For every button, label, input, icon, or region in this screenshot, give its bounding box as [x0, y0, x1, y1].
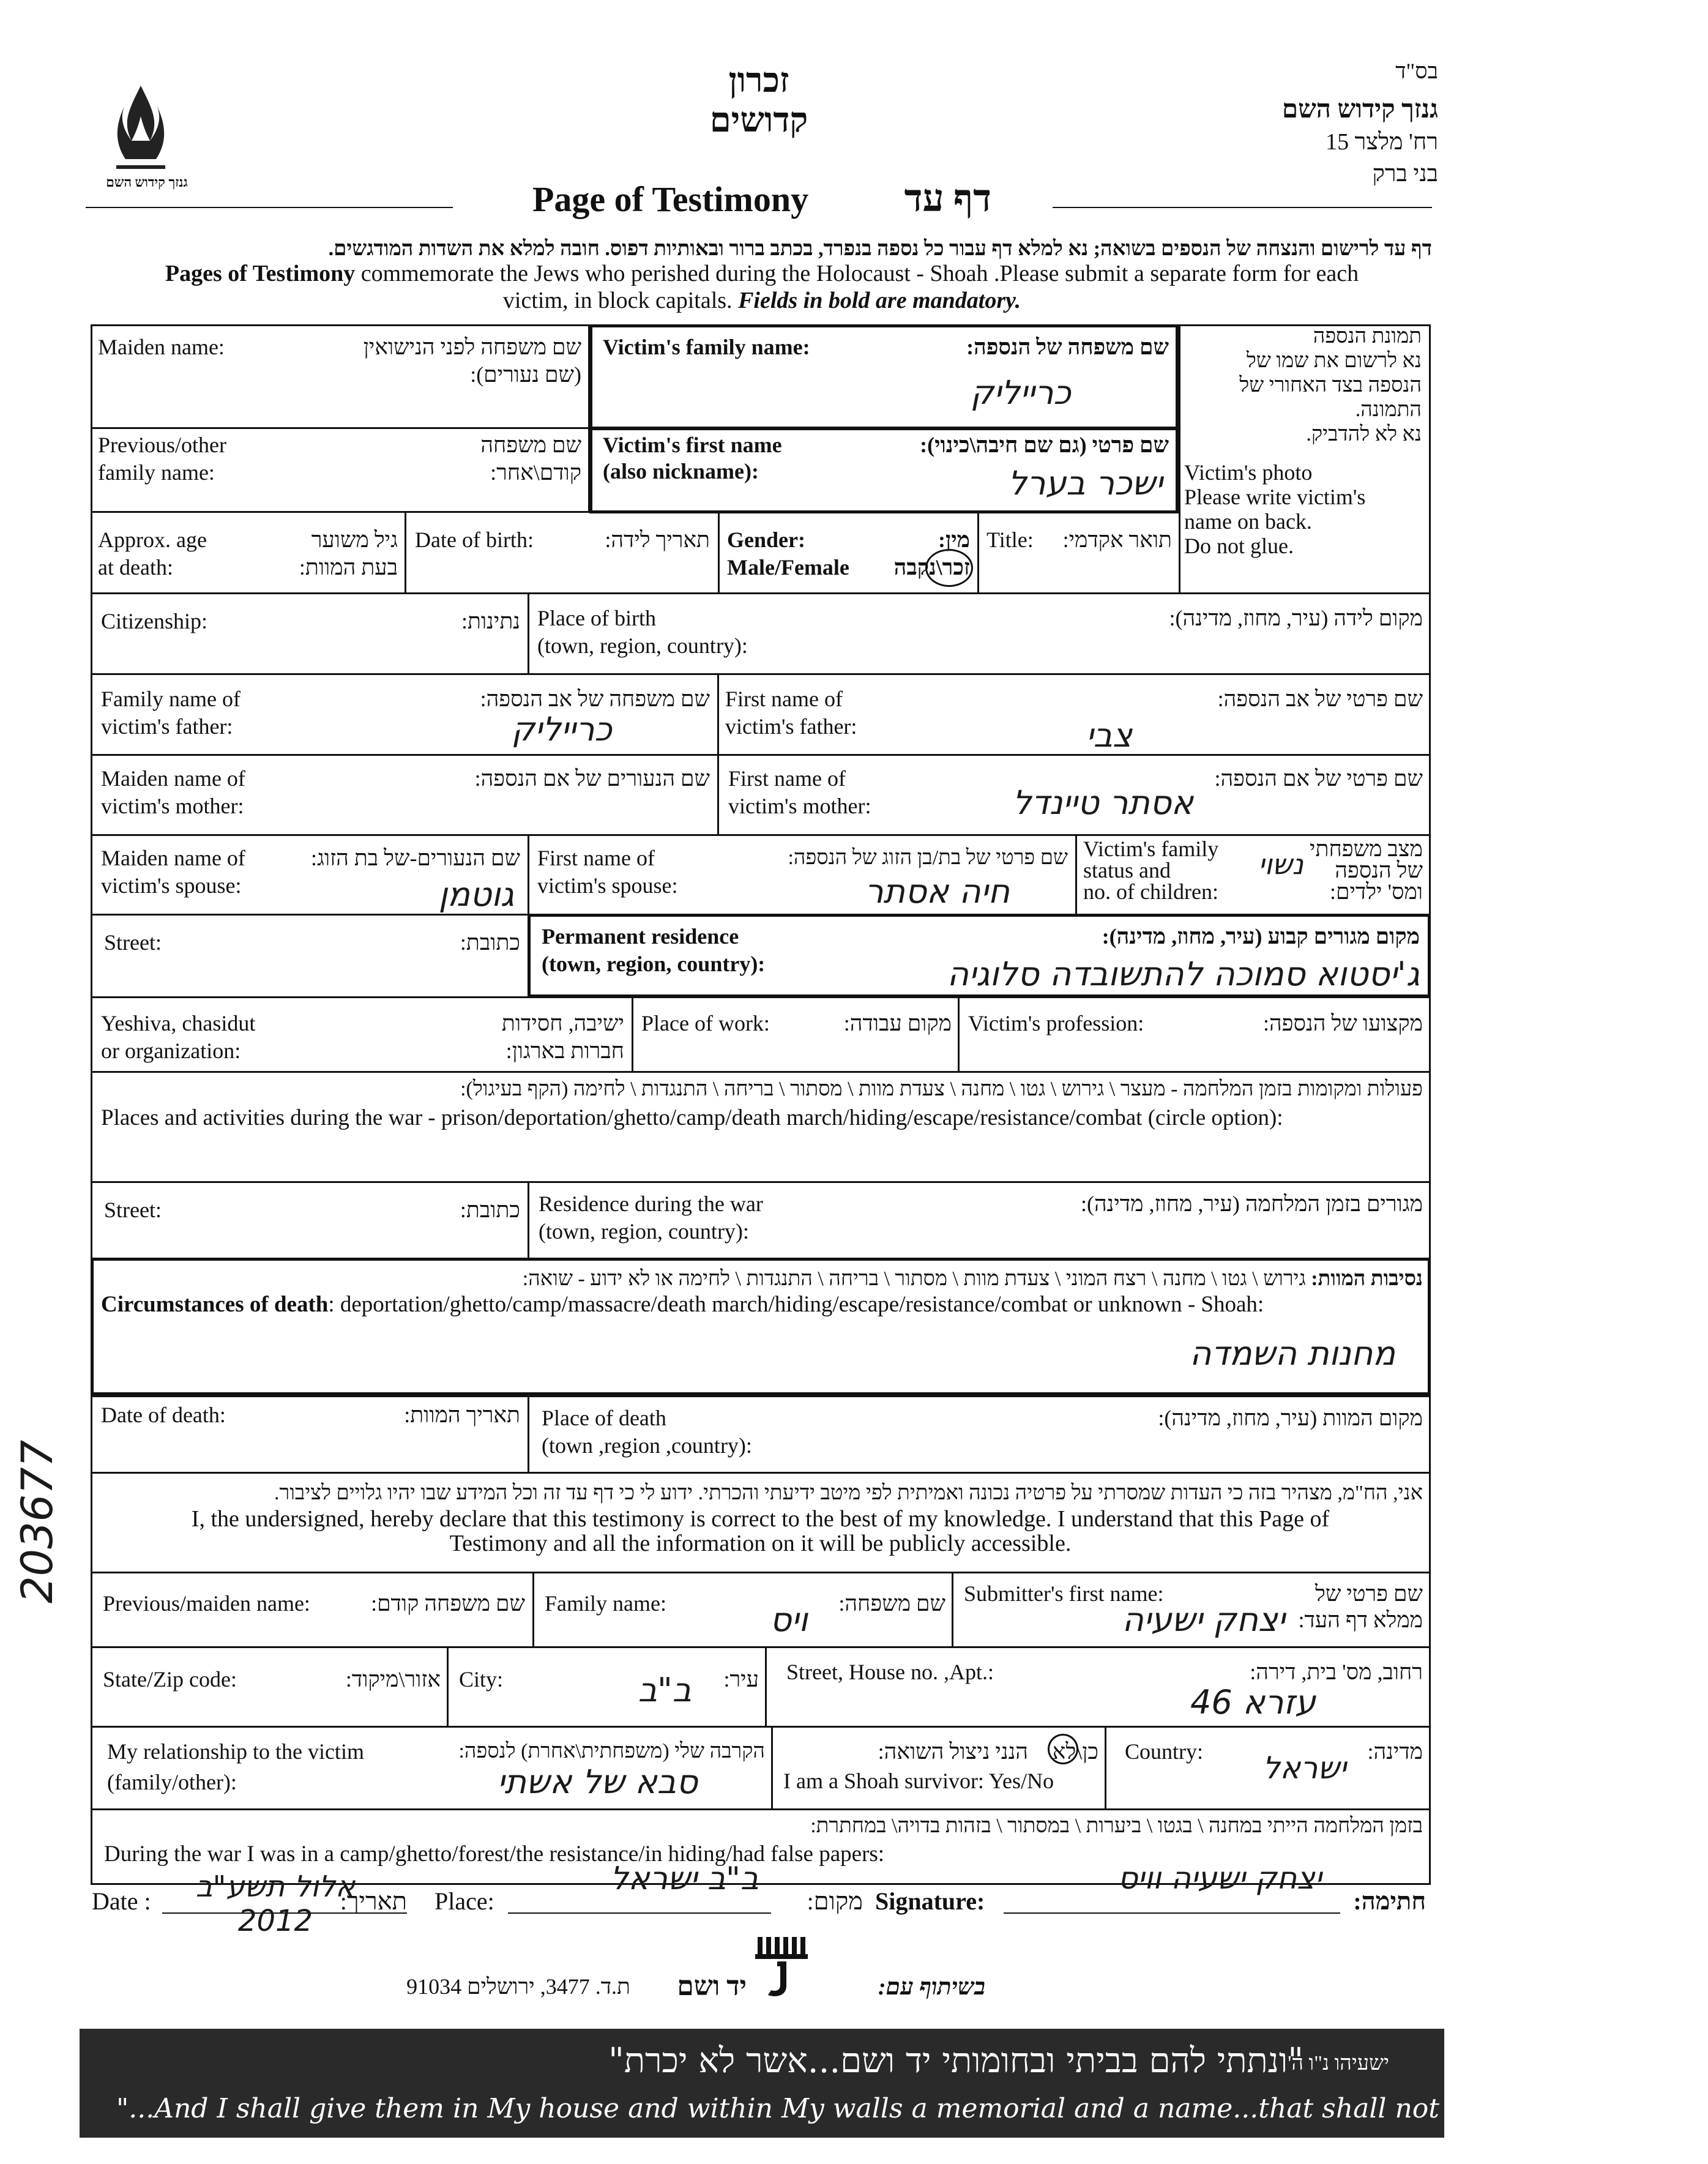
pob-label-1: Place of birth	[537, 606, 656, 630]
father-first-value[interactable]: צבי	[1086, 716, 1132, 755]
header-right-line2: גנזך קידוש השם	[1281, 95, 1438, 124]
street-he: כתובת:	[460, 930, 520, 955]
spouse-maiden-value[interactable]: גוטמן	[438, 875, 514, 914]
war-street-label: Street:	[104, 1198, 162, 1222]
banner-he: "ונתתי להם בביתי ובחומותי יד ושם...אשר לא יכרת"	[608, 2041, 1303, 2081]
sub-prev-label: Previous/maiden name:	[103, 1591, 310, 1616]
mother-first-he: שם פרטי של אם הנספה:	[1214, 766, 1423, 791]
family-name-he: שם משפחה של הנספה:	[966, 335, 1169, 359]
prev-family-he-2: קודם\אחר:	[490, 460, 581, 485]
status-he-1: מצב משפחתי	[1310, 837, 1423, 861]
page-title-he: דף עד	[904, 178, 991, 220]
places-he: פעולות ומקומות בזמן המלחמה - מעצר \ גירוש \ גטו \ מחנה \ צעדת מוות \ מסתור \ בריחה \ התנגדות \ לחימה (הקף בעיגול):	[460, 1078, 1423, 1100]
intro-mandatory: Fields in bold are mandatory.	[738, 288, 1021, 313]
residence-value[interactable]: ג'יסטוא סמוכה להתשובדה סלוגיה	[947, 955, 1420, 993]
signature-label: Signature:	[875, 1887, 985, 1915]
intro-en-2: victim, in block capitals.	[502, 288, 739, 313]
profession-label: Victim's profession:	[968, 1011, 1144, 1035]
gender-male-circle[interactable]	[925, 549, 973, 587]
father-first-label-1: First name of	[725, 687, 843, 711]
sub-first-he-1: שם פרטי של	[1315, 1581, 1423, 1606]
sub-city-he: עיר:	[723, 1667, 759, 1692]
work-he: מקום עבודה:	[843, 1011, 952, 1035]
survivor-no-circle[interactable]	[1048, 1734, 1078, 1764]
mother-first-value[interactable]: אסתר טיינדל	[1012, 783, 1193, 822]
banner-en: "...And I shall give them in My house and within My walls a memorial and a name...that shall not be cut off" Isaiah 56:5	[116, 2093, 1708, 2124]
place-value[interactable]: ב"ב ישראל	[610, 1860, 759, 1897]
sub-family-value[interactable]: ויס	[770, 1600, 808, 1639]
spouse-maiden-label-1: Maiden name of	[101, 846, 245, 870]
first-name-label-2: (also nickname):	[603, 459, 759, 483]
side-number: 203677	[12, 1439, 62, 1603]
age-label-1: Approx. age	[98, 528, 207, 552]
sub-first-value[interactable]: יצחק ישעיה	[1122, 1600, 1285, 1639]
prev-family-label-1: Previous/other	[98, 433, 226, 457]
header-right-line3: רח' מלצר 15	[1326, 129, 1438, 155]
photo-he: תמונת הנספה נא לרשום את שמו של הנספה בצד האחורי של התמונה. נא לא להדביק.	[1239, 325, 1422, 446]
prev-family-label-2: family name:	[98, 460, 215, 485]
residence-label-1: Permanent residence	[542, 924, 739, 949]
footer-coop: בשיתוף עם:	[878, 1974, 985, 2000]
age-he-1: גיל משוער	[311, 528, 398, 552]
photo-box[interactable]	[1184, 324, 1429, 592]
family-name-value[interactable]: כרייליק	[970, 373, 1071, 412]
footer-yadvashem: יד ושם	[677, 1971, 747, 2001]
dob-label: Date of birth:	[415, 528, 534, 552]
prev-family-he-1: שם משפחה	[480, 433, 581, 457]
header-right-line4: בני ברק	[1372, 161, 1438, 187]
place-label: Place:	[434, 1887, 494, 1915]
relation-value[interactable]: סבא של אשתי	[497, 1763, 698, 1801]
spouse-first-label-1: First name of	[537, 846, 655, 870]
camp-en[interactable]: During the war I was in a camp/ghetto/forest/the resistance/in hiding/had false papers:	[104, 1841, 885, 1867]
yeshiva-he-1: ישיבה, חסידות	[501, 1011, 624, 1035]
father-first-he: שם פרטי של אב הנספה:	[1217, 687, 1423, 711]
intro-english	[92, 260, 1432, 314]
sub-state-he: אזור\מיקוד:	[345, 1667, 441, 1692]
father-family-label-1: Family name of	[101, 687, 241, 711]
country-he: מדינה:	[1367, 1739, 1423, 1764]
yeshiva-label-2: or organization:	[101, 1039, 241, 1063]
date-value[interactable]: אלול תשע"ב 2012	[195, 1870, 356, 1938]
sub-first-label: Submitter's first name:	[964, 1581, 1164, 1606]
spouse-maiden-he: שם הנעורים-של בת הזוג:	[311, 846, 520, 870]
age-label-2: at death:	[98, 555, 173, 580]
survivor-he-2: כן\לא	[1052, 1739, 1098, 1764]
street-label: Street:	[104, 930, 162, 955]
survivor-label: I am a Shoah survivor: Yes/No	[783, 1769, 1054, 1793]
pob-label-2: (town, region, country):	[537, 633, 748, 658]
sub-city-label: City:	[459, 1667, 504, 1692]
dod-label: Date of death:	[101, 1403, 226, 1427]
citizenship-label: Citizenship:	[101, 609, 207, 633]
intro-en-1: commemorate the Jews who perished during the Holocaust - Shoah .Please submit a separate form for each	[355, 261, 1359, 286]
pob-he: מקום לידה (עיר, מחוז, מדינה):	[1169, 606, 1423, 630]
header-center-line1: זכרון	[728, 62, 789, 100]
declaration-en-1: I, the undersigned, hereby declare that this testimony is correct to the best of my knowledge. I understand that this Page of	[191, 1506, 1330, 1532]
date-label: Date :	[92, 1887, 151, 1915]
maiden-name-field[interactable]	[98, 392, 581, 422]
dod-he: תאריך המוות:	[404, 1403, 520, 1427]
war-residence-label-1: Residence during the war	[539, 1192, 763, 1216]
spouse-first-label-2: victim's spouse:	[537, 873, 678, 898]
war-street-he: כתובת:	[460, 1198, 520, 1222]
status-label-1: Victim's family	[1083, 837, 1219, 861]
page-title-en: Page of Testimony	[532, 179, 809, 219]
war-residence-he: מגורים בזמן המלחמה (עיר, מחוז, מדינה):	[1080, 1192, 1423, 1216]
intro-hebrew: דף עד לרישום והנצחה של הנספים בשואה; נא למלא דף עבור כל נספה בנפרד, בכתב ברור ובאותיות דפוס. חובה למלא את השדות המודגשים.	[328, 237, 1432, 260]
signature-he: חתימה:	[1353, 1887, 1426, 1915]
status-he-2: של הנספה	[1335, 858, 1423, 882]
camp-he: בזמן המלחמה הייתי במחנה \ בגטו \ ביערות \ במסתור \ בזהות בדויה\ במחתרת:	[810, 1815, 1423, 1837]
declaration-en-2: Testimony and all the information on it will be publicly accessible.	[449, 1531, 1072, 1556]
circ-en: Circumstances of death: deportation/ghetto/camp/massacre/death march/hiding/escape/resistance/combat or unknown - Shoah:	[101, 1292, 1264, 1317]
country-label: Country:	[1125, 1739, 1204, 1764]
places-en[interactable]: Places and activities during the war - prison/deportation/ghetto/camp/death march/hiding/escape/resistance/combat (circle option):	[101, 1105, 1283, 1130]
war-residence-label-2: (town, region, country):	[539, 1219, 749, 1244]
dob-he: תאריך לידה:	[605, 528, 710, 552]
sub-street-label: Street, House no. ,Apt.:	[786, 1660, 994, 1684]
status-value[interactable]: נשוי	[1258, 848, 1303, 881]
spouse-maiden-label-2: victim's spouse:	[101, 873, 242, 898]
yadvashem-logo-icon	[753, 1931, 814, 2004]
father-family-label-2: victim's father:	[101, 714, 233, 739]
footer-banner	[80, 2029, 1708, 2138]
survivor-he-1: הנני ניצול השואה:	[878, 1739, 1028, 1764]
yeshiva-he-2: חברות בארגון:	[505, 1039, 624, 1063]
relation-he: הקרבה שלי (משפחתית\אחרת) לנספה:	[458, 1740, 765, 1763]
sub-city-value[interactable]: ב"ב	[638, 1671, 692, 1709]
work-label: Place of work:	[641, 1011, 770, 1035]
header-right-line1: בס"ד	[1395, 59, 1438, 83]
sub-street-value[interactable]: עזרא 46	[1190, 1683, 1316, 1722]
declaration-he: אני, הח"מ, מצהיר בזה כי העדות שמסרתי על פרטיה נכונה ואמיתית לפי מיטב ידיעתי והכרתי. ידוע לי כי דף עד זה וכל המידע שבו יהיו גלויים לציבור.	[274, 1482, 1423, 1504]
mother-maiden-he: שם הנעורים של אם הנספה:	[474, 766, 710, 791]
status-label-3: no. of children:	[1083, 879, 1218, 904]
sub-family-label: Family name:	[545, 1591, 666, 1616]
sub-state-label: State/Zip code:	[103, 1667, 237, 1692]
intro-bold: Pages of Testimony	[165, 261, 356, 286]
family-name-label: Victim's family name:	[603, 335, 810, 359]
maiden-name-he-1: שם משפחה לפני הנישואין	[363, 335, 581, 359]
pod-label-1: Place of death	[542, 1406, 666, 1430]
relation-label-1: My relationship to the victim	[107, 1739, 364, 1764]
mother-maiden-label-1: Maiden name of	[101, 766, 245, 791]
pod-label-2: (town ,region ,country):	[542, 1433, 752, 1458]
gender-he-1: מין:	[938, 528, 970, 552]
gender-label-1: Gender:	[727, 528, 805, 552]
pod-he: מקום המוות (עיר, מחוז, מדינה):	[1158, 1406, 1423, 1430]
gender-label-2: Male/Female	[727, 555, 849, 580]
spouse-first-he: שם פרטי של בת/בן הזוג של הנספה:	[788, 846, 1068, 869]
signature-value[interactable]: יצחק ישעיה וויס	[1117, 1860, 1322, 1896]
circ-he: נסיבות המוות: גירוש \ גטו \ מחנה \ רצח המוני \ צעדת מוות \ מסתור \ בריחה \ התנגדות \ לחימה או לא ידוע - שואה:	[522, 1267, 1423, 1290]
logo-icon	[104, 80, 177, 190]
place-he: מקום:	[807, 1887, 863, 1915]
age-he-2: בעת המוות:	[299, 555, 398, 580]
father-family-he: שם משפחה של אב הנספה:	[480, 687, 710, 711]
father-first-label-2: victim's father:	[725, 714, 857, 739]
mother-first-label-2: victim's mother:	[728, 794, 871, 818]
logo-caption: גנזך קידוש השם	[106, 174, 188, 190]
title-rule-left	[86, 207, 453, 208]
photo-en: Victim's photo Please write victim's name on back. Do not glue.	[1184, 460, 1366, 558]
father-family-value[interactable]: כרייליק	[511, 710, 612, 748]
footer-address: ת.ד. 3477, ירושלים 91034	[406, 1974, 630, 1999]
title-he: תואר אקדמי:	[1062, 528, 1172, 552]
residence-label-2: (town, region, country):	[542, 952, 766, 976]
status-he-3: ומס' ילדים:	[1329, 879, 1423, 904]
mother-first-label-1: First name of	[728, 766, 846, 791]
country-value[interactable]: ישראל	[1262, 1750, 1346, 1786]
sub-first-he-2: ממלא דף העד:	[1298, 1608, 1423, 1632]
header-center-line2: קדושים	[709, 102, 808, 140]
mother-maiden-label-2: victim's mother:	[101, 794, 244, 818]
spouse-first-value[interactable]: חיה אסתר	[865, 872, 1010, 911]
sub-street-he: רחוב, מס' בית, דירה:	[1250, 1660, 1423, 1684]
first-name-value[interactable]: ישכר בערל	[1008, 464, 1163, 502]
residence-he: מקום מגורים קבוע (עיר, מחוז, מדינה):	[1102, 924, 1420, 949]
banner-he-ref: ישעיהו נ"ו ה'	[1288, 2052, 1389, 2075]
gender-he-2: זכר\נקבה	[893, 555, 970, 580]
status-label-2: status and	[1083, 858, 1171, 882]
title-rule-right	[1053, 207, 1432, 208]
profession-he: מקצועו של הנספה:	[1262, 1011, 1423, 1035]
sub-family-he: שם משפחה:	[838, 1591, 945, 1616]
citizenship-he: נתינות:	[461, 609, 520, 633]
title-label: Title:	[986, 528, 1034, 552]
relation-label-2: (family/other):	[107, 1770, 237, 1794]
sub-prev-he: שם משפחה קודם:	[371, 1591, 525, 1616]
circ-value[interactable]: מחנות השמדה	[1190, 1334, 1395, 1373]
maiden-name-he-2: (שם נעורים):	[470, 362, 581, 387]
maiden-name-label: Maiden name:	[98, 335, 225, 359]
first-name-he: שם פרטי (גם שם חיבה\כינוי):	[920, 433, 1169, 457]
first-name-label-1: Victim's first name	[603, 433, 782, 457]
yeshiva-label-1: Yeshiva, chasidut	[101, 1011, 256, 1035]
date-he: תאריך:	[340, 1887, 407, 1915]
